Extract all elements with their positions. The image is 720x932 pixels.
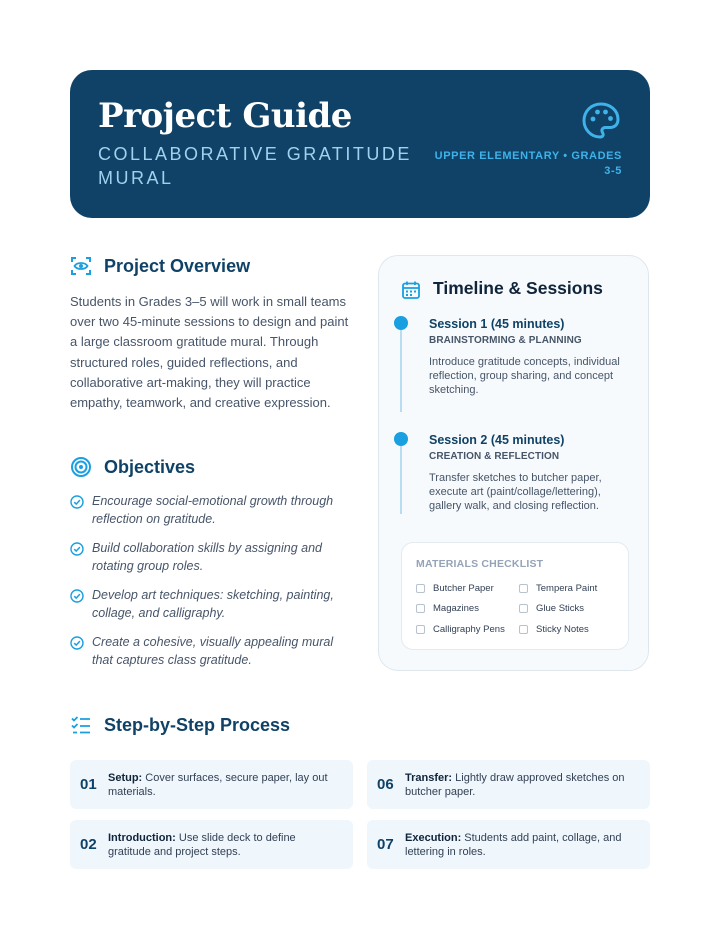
check-circle-icon xyxy=(70,542,84,556)
palette-icon xyxy=(580,100,622,142)
objective-item xyxy=(70,539,350,575)
material-label: Butcher Paper xyxy=(433,583,494,594)
step-text xyxy=(405,771,635,799)
check-circle-icon xyxy=(70,636,84,650)
checkbox[interactable] xyxy=(416,625,425,634)
step-body: Cover surfaces, secure paper, lay out materials. xyxy=(108,771,328,798)
step-body: Use slide deck to define gratitude and project steps. xyxy=(108,831,296,858)
timeline-card xyxy=(378,255,649,671)
check-circle-icon xyxy=(70,495,84,509)
page-subtitle: COLLABORATIVE GRATITUDE MURAL xyxy=(98,144,412,188)
checkbox[interactable] xyxy=(416,584,425,593)
step-number: 01 xyxy=(80,776,97,793)
session-block xyxy=(429,317,629,397)
session-description: Introduce gratitude concepts, individual reflection, group sharing, and concept sketching. xyxy=(429,356,620,396)
material-label: Magazines xyxy=(433,603,479,614)
process-heading-row xyxy=(70,714,290,736)
material-label: Glue Sticks xyxy=(536,603,585,614)
step-number: 07 xyxy=(377,836,394,853)
calendar-icon xyxy=(401,280,421,300)
timeline-connector xyxy=(400,330,402,412)
step-text xyxy=(108,831,338,859)
step-card xyxy=(367,820,650,869)
materials-heading: MATERIALS CHECKLIST xyxy=(416,558,544,570)
step-label: Setup: xyxy=(108,771,143,784)
objective-item xyxy=(70,586,350,622)
step-text xyxy=(108,771,338,799)
material-label: Sticky Notes xyxy=(536,624,589,635)
objectives-list xyxy=(70,492,350,680)
checkbox[interactable] xyxy=(416,604,425,613)
page-title: Project Guide xyxy=(98,96,352,136)
target-icon xyxy=(70,456,92,478)
objective-text: Encourage social-emotional growth through reflection on gratitude. xyxy=(92,494,334,526)
process-heading: Step-by-Step Process xyxy=(104,714,291,735)
step-body: Lightly draw approved sketches on butcher paper. xyxy=(405,771,625,798)
material-item[interactable] xyxy=(519,583,597,594)
objective-text: Build collaboration skills by assigning and rotating group roles. xyxy=(92,541,322,573)
step-number: 06 xyxy=(377,776,394,793)
material-item[interactable] xyxy=(416,603,479,614)
checkbox[interactable] xyxy=(519,625,528,634)
timeline-connector xyxy=(400,446,402,514)
check-circle-icon xyxy=(70,589,84,603)
overview-heading: Project Overview xyxy=(104,255,251,276)
objective-item xyxy=(70,492,350,528)
step-card xyxy=(70,760,353,809)
material-label: Calligraphy Pens xyxy=(433,624,505,635)
header-banner xyxy=(70,70,650,218)
session-title: Session 1 (45 minutes) xyxy=(429,317,565,331)
step-card xyxy=(70,820,353,869)
step-label: Introduction: xyxy=(108,831,176,844)
checklist-icon xyxy=(70,714,92,736)
session-block xyxy=(429,433,629,513)
timeline-dot xyxy=(394,432,408,446)
timeline-dot xyxy=(394,316,408,330)
material-item[interactable] xyxy=(519,603,584,614)
objectives-heading: Objectives xyxy=(104,456,196,477)
objective-item xyxy=(70,633,350,669)
timeline-heading: Timeline & Sessions xyxy=(433,278,603,298)
checkbox[interactable] xyxy=(519,584,528,593)
overview-heading-row xyxy=(70,255,250,277)
material-item[interactable] xyxy=(416,624,505,635)
objectives-heading-row xyxy=(70,456,195,478)
overview-text: Students in Grades 3–5 will work in small teams over two 45-minute sessions to design and paint a large classroom gratitude mural. Through structured roles, guided reflections, and collaborative art-making, they will practice empathy, teamwork, and creative expression. xyxy=(70,294,349,411)
step-number: 02 xyxy=(80,836,97,853)
checkbox[interactable] xyxy=(519,604,528,613)
session-description: Transfer sketches to butcher paper, execute art (paint/collage/lettering), gallery walk, and closing reflection. xyxy=(429,472,602,512)
objective-text: Create a cohesive, visually appealing mural that captures class gratitude. xyxy=(92,635,334,667)
step-label: Transfer: xyxy=(405,771,453,784)
eye-scan-icon xyxy=(70,255,92,277)
step-label: Execution: xyxy=(405,831,462,844)
objective-text: Develop art techniques: sketching, painting, collage, and calligraphy. xyxy=(92,588,334,620)
grade-level-label: UPPER ELEMENTARY • GRADES 3-5 xyxy=(434,150,622,177)
session-phase: BRAINSTORMING & PLANNING xyxy=(429,335,582,346)
step-body: Students add paint, collage, and lettering in roles. xyxy=(405,831,622,858)
step-card xyxy=(367,760,650,809)
session-phase: CREATION & REFLECTION xyxy=(429,451,560,462)
step-text xyxy=(405,831,635,859)
session-title: Session 2 (45 minutes) xyxy=(429,433,565,447)
material-item[interactable] xyxy=(416,583,494,594)
material-label: Tempera Paint xyxy=(536,583,598,594)
materials-checklist xyxy=(401,542,629,650)
material-item[interactable] xyxy=(519,624,589,635)
